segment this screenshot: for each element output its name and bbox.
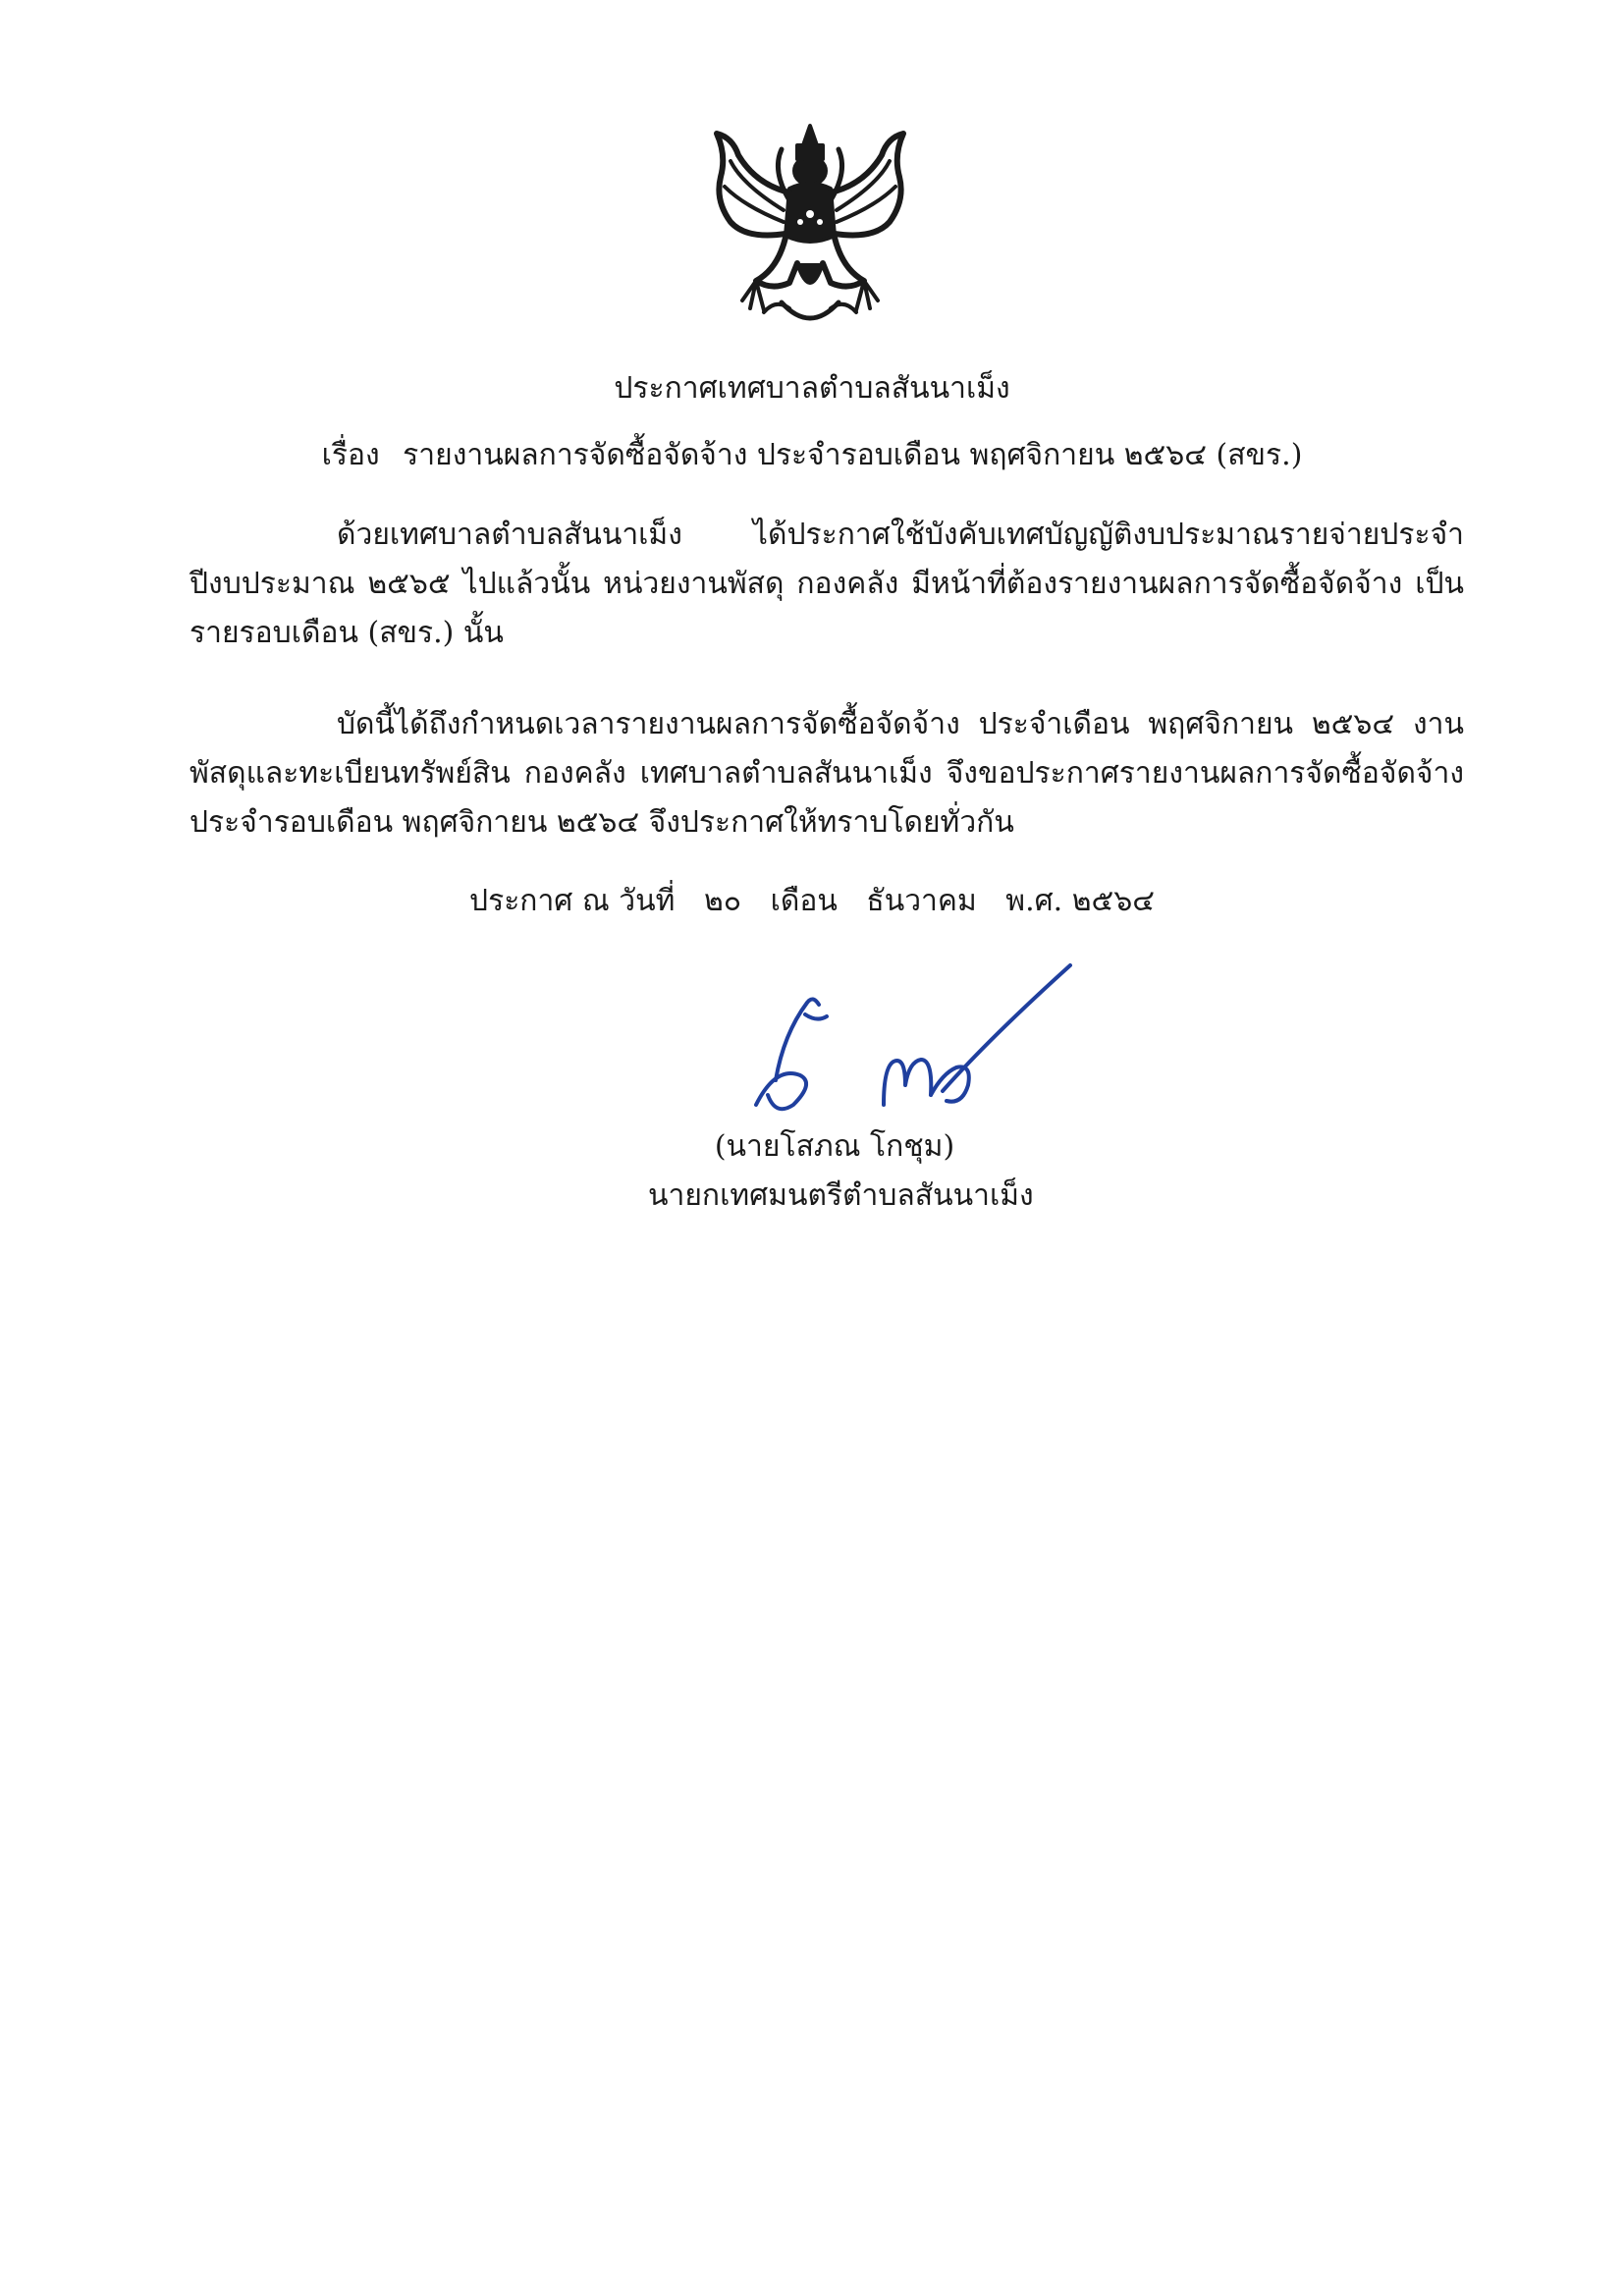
garuda-emblem-icon <box>687 116 933 344</box>
paragraph-1-text: ด้วยเทศบาลตำบลสันนาเม็ง ได้ประกาศใช้บังคับเทศบัญญัติงบประมาณรายจ่ายประจำปีงบประมาณ ๒๕๖๕ ไปแล้วนั้น หน่วยงานพัสดุ กองคลัง มีหน้าที่ต้องรายงานผลการจัดซื้อจัดจ้าง เป็นรายรอบเดือน (สขร.) นั้น <box>189 518 1464 650</box>
body-paragraph-2 <box>189 700 1464 847</box>
subject-label: เรื่อง <box>321 438 380 472</box>
date-prefix: ประกาศ ณ วันที่ <box>469 884 676 918</box>
handwritten-signature <box>746 957 1076 1129</box>
date-month: ธันวาคม <box>866 884 977 918</box>
announcement-subject <box>0 436 1624 475</box>
date-day: ๒๐ <box>703 884 742 918</box>
signer-name: (นายโสภณ โกชุม) <box>714 1129 955 1164</box>
paragraph-2-text: บัดนี้ได้ถึงกำหนดเวลารายงานผลการจัดซื้อจัดจ้าง ประจำเดือน พฤศจิกายน ๒๕๖๔ งานพัสดุและทะเบียนทรัพย์สิน กองคลัง เทศบาลตำบลสันนาเม็ง จึงขอประกาศรายงานผลการจัดซื้อจัดจ้าง ประจำรอบเดือน พฤศจิกายน ๒๕๖๔ จึงประกาศให้ทราบโดยทั่วกัน <box>189 707 1464 840</box>
announcement-title: ประกาศเทศบาลตำบลสันนาเม็ง <box>614 371 1010 406</box>
date-month-label: เดือน <box>770 884 838 918</box>
signer-title: นายกเทศมนตรีตำบลสันนาเม็ง <box>648 1178 1034 1213</box>
date-year: พ.ศ. ๒๕๖๔ <box>1005 884 1155 918</box>
subject-text: รายงานผลการจัดซื้อจัดจ้าง ประจำรอบเดือน พฤศจิกายน ๒๕๖๔ (สขร.) <box>403 438 1303 472</box>
announcement-date <box>0 882 1624 921</box>
body-paragraph-1 <box>189 511 1464 658</box>
